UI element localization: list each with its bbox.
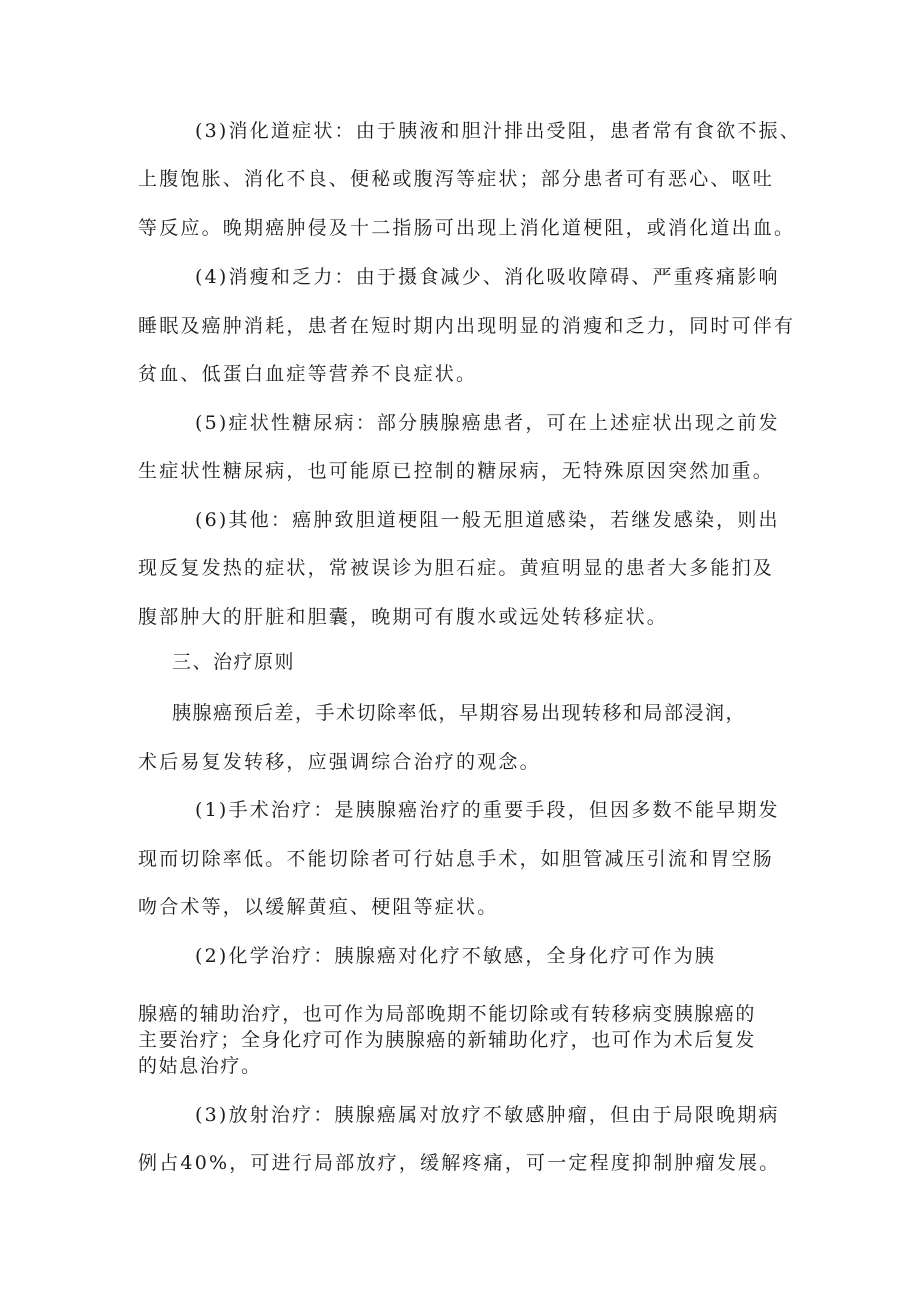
text-line: 吻合术等，以缓解黄疸、梗阻等症状。 xyxy=(138,896,499,918)
text-line: 主要治疗；全身化疗可作为胰腺癌的新辅助化疗，也可作为术后复发 xyxy=(138,1029,757,1051)
text-line: 贫血、低蛋白血症等营养不良症状。 xyxy=(138,363,478,385)
text-line: 现而切除率低。不能切除者可行姑息手术，如胆管减压引流和胃空肠 xyxy=(138,848,775,870)
text-line: (3)消化道症状：由于胰液和胆汁排出受阻，患者常有食欲不振、 xyxy=(195,120,801,142)
text-line: 的姑息治疗。 xyxy=(138,1055,262,1077)
text-line: (6)其他：癌肿致胆道梗阻一般无胆道感染，若继发感染，则出 xyxy=(195,509,780,531)
text-line: (1)手术治疗：是胰腺癌治疗的重要手段，但因多数不能早期发 xyxy=(195,799,780,821)
text-line: 上腹饱胀、消化不良、便秘或腹泻等症状；部分患者可有恶心、呕吐 xyxy=(138,168,775,190)
text-line: 等反应。晚期癌肿侵及十二指肠可出现上消化道梗阻，或消化道出血。 xyxy=(138,217,796,239)
text-line: (3)放射治疗：胰腺癌属对放疗不敏感肿瘤，但由于局限晚期病 xyxy=(195,1104,780,1126)
text-line: (4)消瘦和乏力：由于摄食减少、消化吸收障碍、严重疼痛影响 xyxy=(195,266,780,288)
section-heading: 三、治疗原则 xyxy=(172,651,296,673)
text-line: 睡眠及癌肿消耗，患者在短时期内出现明显的消瘦和乏力，同时可伴有 xyxy=(138,315,796,337)
text-line: 现反复发热的症状，常被误诊为胆石症。黄疸明显的患者大多能扪及 xyxy=(138,557,775,579)
text-line: (2)化学治疗：胰腺癌对化疗不敏感，全身化疗可作为胰 xyxy=(195,945,717,967)
text-line: (5)症状性糖尿病：部分胰腺癌患者，可在上述症状出现之前发 xyxy=(195,412,780,434)
text-line: 腺癌的辅助治疗，也可作为局部晚期不能切除或有转移病变胰腺癌的 xyxy=(138,1003,757,1025)
text-line: 胰腺癌预后差，手术切除率低，早期容易出现转移和局部浸润， xyxy=(172,702,747,724)
text-line: 例占40%，可进行局部放疗，缓解疼痛，可一定程度抑制肿瘤发展。 xyxy=(138,1152,781,1174)
text-line: 生症状性糖尿病，也可能原已控制的糖尿病，无特殊原因突然加重。 xyxy=(138,460,775,482)
text-line: 腹部肿大的肝脏和胆囊，晚期可有腹水或远处转移症状。 xyxy=(138,606,669,628)
text-line: 术后易复发转移，应强调综合治疗的观念。 xyxy=(138,751,541,773)
